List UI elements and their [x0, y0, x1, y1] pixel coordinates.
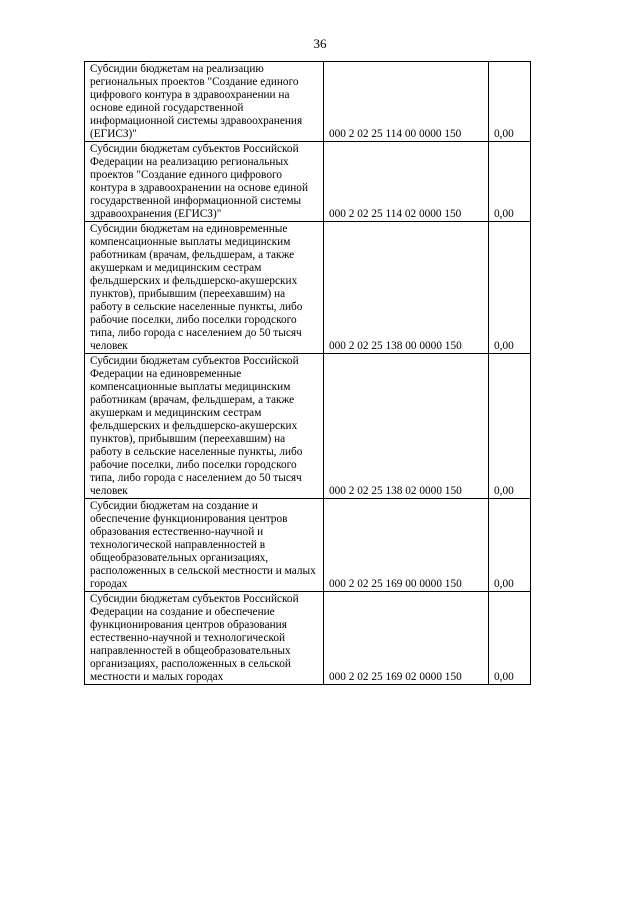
row-amount: 0,00 [489, 62, 531, 142]
row-description: Субсидии бюджетам субъектов Российской Федерации на создание и обеспечение функционирования центров образования естественно-научной и технологической направленностей в общеобразовательных организациях, расположенных в сельской местности и малых городах [85, 592, 324, 685]
page-number: 36 [313, 36, 327, 51]
row-description: Субсидии бюджетам субъектов Российской Федерации на единовременные компенсационные выплаты медицинским работникам (врачам, фельдшерам, а также акушеркам и медицинским сестрам фельдшерских и фельдшерско-акушерских пунктов), прибывшим (переехавшим) на работу в сельские населенные пункты, либо рабочие поселки, либо поселки городского типа, либо города с населением до 50 тысяч человек [85, 354, 324, 499]
row-code: 000 2 02 25 169 02 0000 150 [324, 592, 489, 685]
table-row [85, 354, 531, 499]
table-row [85, 142, 531, 222]
row-description: Субсидии бюджетам на создание и обеспечение функционирования центров образования естественно-научной и технологической направленностей в общеобразовательных организациях, расположенных в сельской местности и малых городах [85, 499, 324, 592]
row-code: 000 2 02 25 114 00 0000 150 [324, 62, 489, 142]
row-code: 000 2 02 25 138 00 0000 150 [324, 222, 489, 354]
table-row [85, 62, 531, 142]
row-code: 000 2 02 25 114 02 0000 150 [324, 142, 489, 222]
table-row [85, 222, 531, 354]
table-row [85, 592, 531, 685]
row-amount: 0,00 [489, 592, 531, 685]
budget-table [84, 61, 531, 685]
row-amount: 0,00 [489, 142, 531, 222]
row-amount: 0,00 [489, 354, 531, 499]
row-description: Субсидии бюджетам на реализацию региональных проектов "Создание единого цифрового контура в здравоохранении на основе единой государственной информационной системы здравоохранения (ЕГИСЗ)" [85, 62, 324, 142]
row-amount: 0,00 [489, 222, 531, 354]
table-row [85, 499, 531, 592]
row-description: Субсидии бюджетам субъектов Российской Федерации на реализацию региональных проектов "Создание единого цифрового контура в здравоохранении на основе единой государственной информационной системы здравоохранения (ЕГИСЗ)" [85, 142, 324, 222]
row-description: Субсидии бюджетам на единовременные компенсационные выплаты медицинским работникам (врачам, фельдшерам, а также акушеркам и медицинским сестрам фельдшерских и фельдшерско-акушерских пунктов), прибывшим (переехавшим) на работу в сельские населенные пункты, либо рабочие поселки, либо поселки городского типа, либо города с населением до 50 тысяч человек [85, 222, 324, 354]
row-code: 000 2 02 25 138 02 0000 150 [324, 354, 489, 499]
row-code: 000 2 02 25 169 00 0000 150 [324, 499, 489, 592]
row-amount: 0,00 [489, 499, 531, 592]
